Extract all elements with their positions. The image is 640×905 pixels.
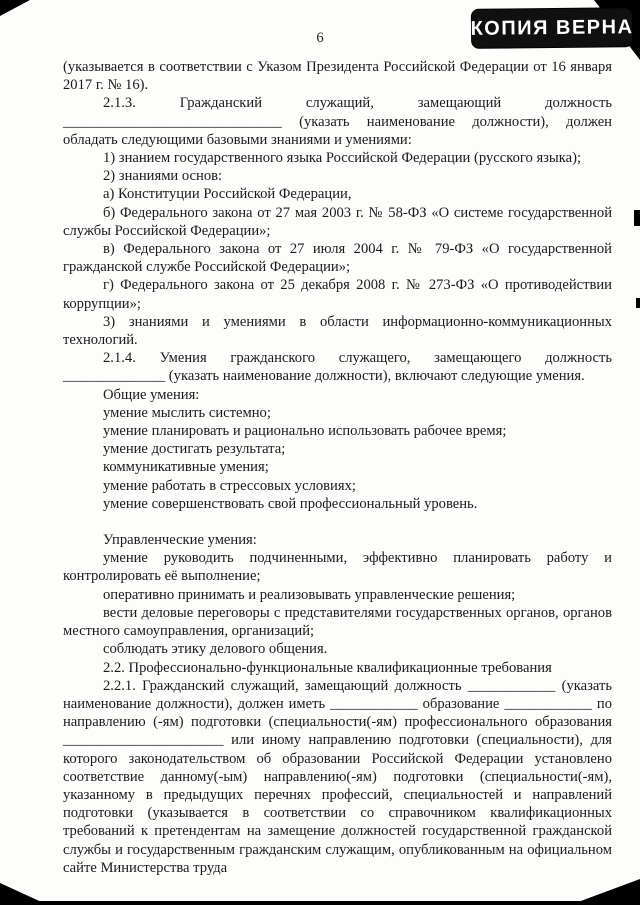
paragraph: умение мыслить системно; xyxy=(103,404,271,421)
paragraph: коммуникативные умения; xyxy=(103,459,269,476)
scan-artifact-bottom-bar xyxy=(0,901,640,905)
paragraph: 1) знанием государственного языка Российской Федерации (русского языка); xyxy=(103,150,581,167)
paragraph: г) Федерального закона от 25 декабря 2008 г. № 273-ФЗ «О противодействии коррупции»; xyxy=(63,277,612,312)
paragraph: Общие умения: xyxy=(103,386,200,403)
paragraph: б) Федерального закона от 27 мая 2003 г. № 58-ФЗ «О системе государственной службы Российской Федерации»; xyxy=(63,204,612,239)
paragraph: в) Федерального закона от 27 июля 2004 г. № 79-ФЗ «О государственной гражданской службе Российской Федерации»; xyxy=(63,241,612,276)
paragraph: Управленческие умения: xyxy=(103,532,257,549)
paragraph: умение руководить подчиненными, эффективно планировать работу и контролировать её выполнение; xyxy=(63,550,612,585)
paragraph: умение достигать результата; xyxy=(103,441,286,458)
scan-artifact-right-edge-2 xyxy=(636,298,640,308)
paragraph: 3) знаниями и умениями в области информационно-коммуникационных технологий. xyxy=(63,313,612,349)
paragraph: умение совершенствовать свой профессиональный уровень. xyxy=(103,495,478,512)
stamp-text: КОПИЯ ВЕРНА xyxy=(470,15,634,40)
paragraph: 2.2.1. Гражданский служащий, замещающий должность ____________ (указать наименование должности), должен иметь ____________ образование ____________ по направлению (-ям) подготовки (специальности(-ям) профессионального образования ______________________ или иному направлению подготовки (специальности), для которого законодательством об образовании Российской Федерации установлено соответствие данному(-ым) направлению(-ям) подготовки (специальности(-ям), указанному в предыдущих перечнях профессий, специальностей и направлений подготовки (указывается в соответствии со справочником квалификационных требований к претендентам на замещение должностей государственной гражданской службы и государственным гражданским служащим, опубликованным на официальном сайте Министерства труда xyxy=(63,677,612,876)
scan-artifact-bottom-left xyxy=(0,883,48,905)
scan-artifact-top-left xyxy=(0,0,30,16)
paragraph: 2) знаниями основ: xyxy=(103,168,223,185)
document-body xyxy=(63,58,612,877)
paragraph: а) Конституции Российской Федерации, xyxy=(103,186,352,203)
paragraph: умение планировать и рационально использовать рабочее время; xyxy=(103,423,507,440)
paragraph: оперативно принимать и реализовывать управленческие решения; xyxy=(103,586,516,603)
paragraph: (указывается в соответствии с Указом Президента Российской Федерации от 16 января 2017 г. № 16). xyxy=(63,59,612,94)
page-number: 6 xyxy=(316,30,324,46)
paragraph: 2.1.3. Гражданский служащий, замещающий должность ______________________________ (указать наименование должности), должен обладать следующими базовыми знаниями и умениями: xyxy=(63,95,612,148)
paragraph: 2.1.4. Умения гражданского служащего, замещающего должность ______________ (указать наименование должности), включают следующие умения. xyxy=(63,350,612,385)
scan-artifact-right-edge-1 xyxy=(634,210,640,226)
paragraph: вести деловые переговоры с представителями государственных органов, органов местного самоуправления, организаций; xyxy=(63,604,612,640)
paragraph: соблюдать этику делового общения. xyxy=(103,641,328,658)
paragraph: 2.2. Профессионально-функциональные квалификационные требования xyxy=(103,659,552,676)
paragraph: умение работать в стрессовых условиях; xyxy=(103,477,356,494)
